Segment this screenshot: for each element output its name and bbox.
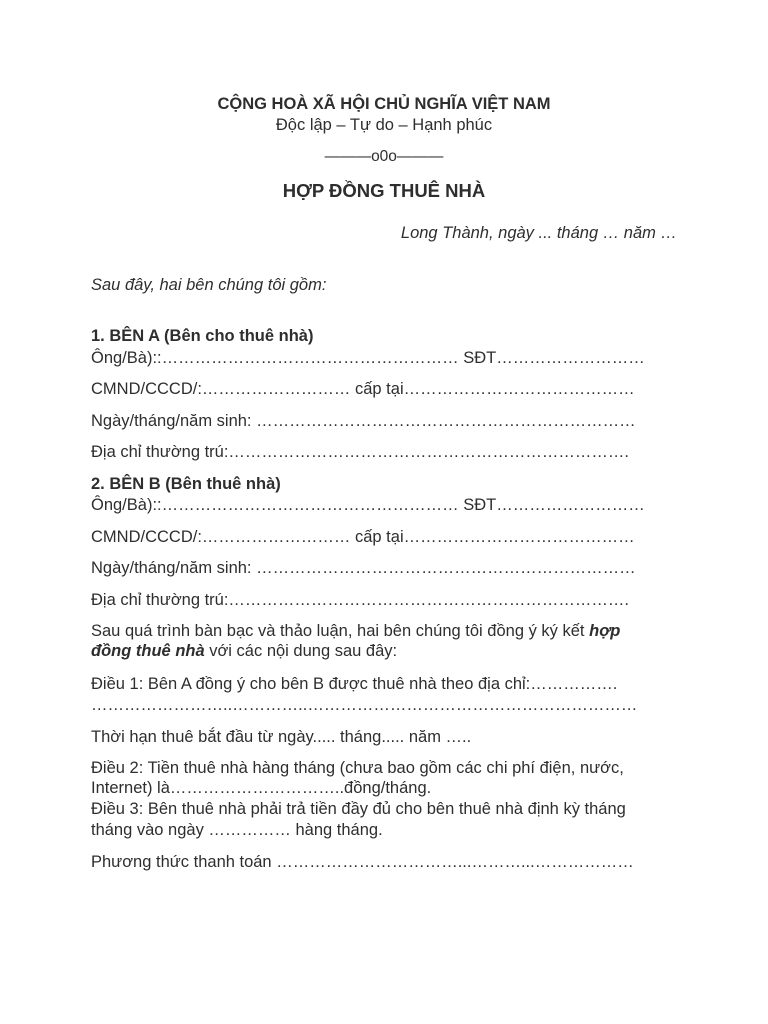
party-b-dob-line: Ngày/tháng/năm sinh: …………………………………………………………… xyxy=(91,559,636,577)
party-b-id-line: CMND/CCCD/:……………………… cấp tại…………………………………… xyxy=(91,528,635,546)
article-2-line-1: Điều 2: Tiền thuê nhà hàng tháng (chưa bao gồm các chi phí điện, nước, xyxy=(91,759,624,777)
article-3-line-1: Điều 3: Bên thuê nhà phải trả tiền đầy đủ cho bên thuê nhà định kỳ tháng xyxy=(91,800,626,818)
article-3-line-2: tháng vào ngày …………… hàng tháng. xyxy=(91,821,383,839)
term-line: Thời hạn thuê bắt đầu từ ngày..... tháng..... năm ….. xyxy=(91,728,472,746)
party-b-name-line: Ông/Bà)::……………………………………………… SĐT……………………… xyxy=(91,496,645,514)
article-1-line-2: ……………………..…………..…………………………………………………… xyxy=(91,696,638,714)
party-b-heading: 2. BÊN B (Bên thuê nhà) xyxy=(91,475,281,493)
agreement-emphasis-cont: đồng thuê nhà xyxy=(91,642,205,660)
motto: Độc lập – Tự do – Hạnh phúc xyxy=(275,116,493,134)
article-1-line-1: Điều 1: Bên A đồng ý cho bên B được thuê nhà theo địa chỉ:……………. xyxy=(91,675,618,693)
party-a-address-line: Địa chỉ thường trú:………………………………………………………………. xyxy=(91,443,630,461)
party-a-heading: 1. BÊN A (Bên cho thuê nhà) xyxy=(91,327,314,345)
header-divider: ———o0o——— xyxy=(324,148,444,165)
payment-method-line: Phương thức thanh toán ……………………………...………...……………… xyxy=(91,853,634,871)
agreement-text: Sau quá trình bàn bạc và thảo luận, hai bên chúng tôi đồng ý ký kết xyxy=(91,622,590,640)
agreement-text-cont: với các nội dung sau đây: xyxy=(204,642,398,660)
party-a-id-line: CMND/CCCD/:……………………… cấp tại…………………………………… xyxy=(91,380,635,398)
document-title: HỢP ĐỒNG THUÊ NHÀ xyxy=(282,180,486,201)
agreement-paragraph xyxy=(91,621,677,661)
party-a-name-line: Ông/Bà)::……………………………………………… SĐT……………………… xyxy=(91,349,645,367)
intro-text: Sau đây, hai bên chúng tôi gồm: xyxy=(91,276,327,294)
agreement-emphasis: hợp xyxy=(589,622,621,640)
party-a-dob-line: Ngày/tháng/năm sinh: …………………………………………………………… xyxy=(91,412,636,430)
party-b-address-line: Địa chỉ thường trú:………………………………………………………………. xyxy=(91,591,630,609)
place-date: Long Thành, ngày ... tháng … năm … xyxy=(400,224,677,242)
nation-header: CỘNG HOÀ XÃ HỘI CHỦ NGHĨA VIỆT NAM xyxy=(217,95,551,113)
article-2-line-2: Internet) là…………………………..đồng/tháng. xyxy=(91,779,432,797)
